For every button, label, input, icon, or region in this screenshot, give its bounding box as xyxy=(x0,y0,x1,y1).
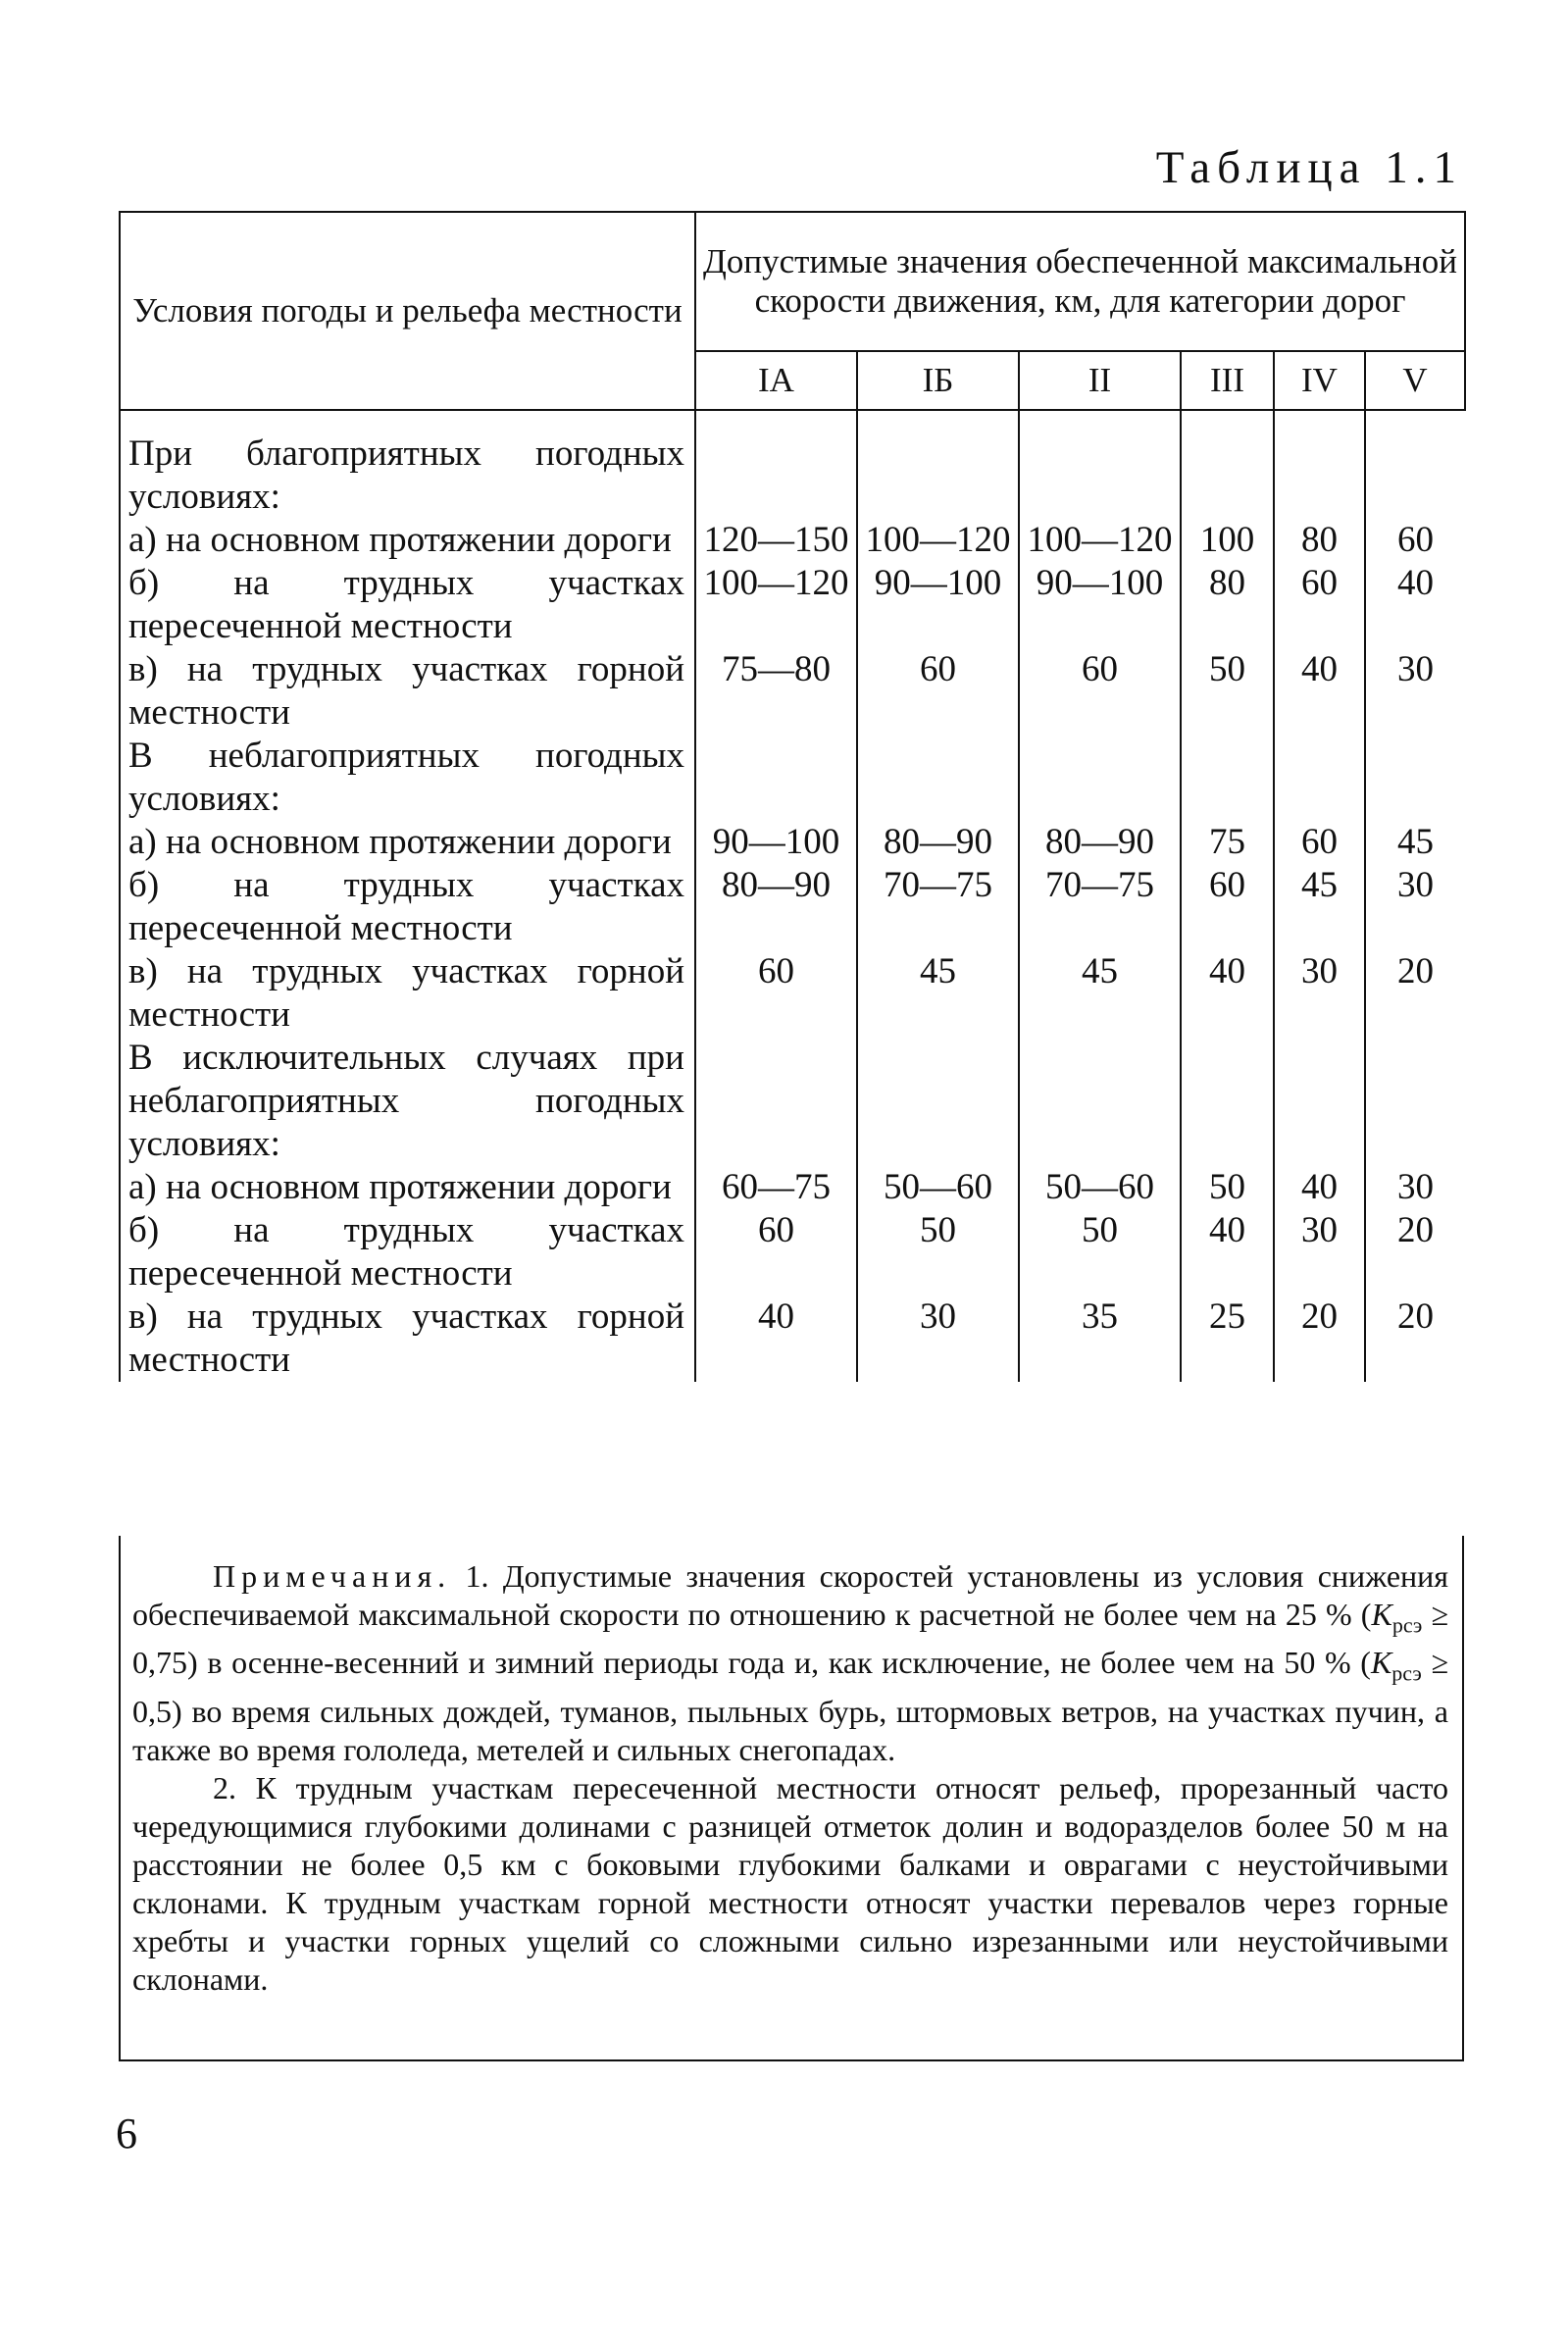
row-speed-value: 20 xyxy=(1274,1296,1365,1382)
row-speed-value: 60 xyxy=(1019,648,1181,735)
note-2: 2. К трудным участкам пересеченной местности относят рельеф, прорезанный часто чередующимися глубокими долинами с разницей отметок долин и водоразделов более 50 м на расстоянии не более 0,5 км с боковыми глубокими балками и оврагами с неустойчивыми склонами. К трудным участкам горной местности относят участки перевалов через горные хребты и участки горных ущелий со сложными сильно изрезанными или неустойчивыми склонами. xyxy=(132,1769,1448,1997)
row-speed-value xyxy=(695,735,857,821)
row-speed-value: 75—80 xyxy=(695,648,857,735)
row-speed-value: 40 xyxy=(1397,563,1435,603)
row-speed-value xyxy=(1019,1037,1181,1166)
row-speed-value: 20 xyxy=(1397,951,1435,991)
row-speed-value: 40 xyxy=(1274,648,1365,735)
row-speed-value: 75 xyxy=(1181,821,1274,864)
table-row xyxy=(120,1166,1465,1209)
note-1 xyxy=(132,1557,1448,1769)
notes-block xyxy=(119,1536,1464,2061)
row-speed-value: 100—120 xyxy=(857,519,1019,562)
row-speed-value xyxy=(1365,735,1465,821)
row-speed-value xyxy=(1365,1037,1465,1166)
row-condition-label: б) на трудных участках пересеченной местности xyxy=(120,864,695,950)
row-speed-value: 45 xyxy=(1274,864,1365,950)
row-speed-value: 25 xyxy=(1181,1296,1274,1382)
row-speed-value xyxy=(1274,735,1365,821)
header-category: IA xyxy=(695,351,857,410)
note-1-part-c: ≥ 0,5) во время сильных дождей, туманов, пыльных бурь, штормовых ветров, на участках пучин, а также во время гололеда, метелей и сильных снегопадах. xyxy=(132,1645,1449,1767)
row-condition-label: а) на основном протяжении дороги xyxy=(120,821,695,864)
row-speed-value xyxy=(695,1037,857,1166)
row-speed-value xyxy=(1181,735,1274,821)
row-speed-value: 35 xyxy=(1019,1296,1181,1382)
row-speed-value: 90—100 xyxy=(857,562,1019,648)
table-row xyxy=(120,950,1465,1037)
row-speed-value: 60 xyxy=(1397,520,1435,560)
row-speed-value: 80—90 xyxy=(695,864,857,950)
row-speed-value xyxy=(1019,410,1181,519)
row-speed-value xyxy=(1274,410,1365,519)
row-speed-value: 50—60 xyxy=(857,1166,1019,1209)
row-speed-value: 90—100 xyxy=(1019,562,1181,648)
k-subscript: рсэ xyxy=(1391,1612,1423,1638)
table-row xyxy=(120,1037,1465,1166)
row-speed-value: 45 xyxy=(857,950,1019,1037)
row-speed-value: 40 xyxy=(1274,1166,1365,1209)
header-category: IБ xyxy=(857,351,1019,410)
row-speed-value xyxy=(1365,410,1465,519)
header-category: III xyxy=(1181,351,1274,410)
row-speed-value: 60 xyxy=(695,950,857,1037)
header-category: II xyxy=(1019,351,1181,410)
row-condition-label: В исключительных случаях при неблагоприятных погодных условиях: xyxy=(120,1037,695,1166)
row-speed-value: 50 xyxy=(1181,648,1274,735)
row-speed-value xyxy=(1181,410,1274,519)
table-caption: Таблица 1.1 xyxy=(1155,142,1463,193)
row-speed-value xyxy=(1181,1037,1274,1166)
row-condition-label: В неблагоприятных погодных условиях: xyxy=(120,735,695,821)
header-category: V xyxy=(1365,351,1465,410)
row-speed-value: 100—120 xyxy=(695,562,857,648)
row-speed-value: 60 xyxy=(857,648,1019,735)
header-category: IV xyxy=(1274,351,1365,410)
speed-table xyxy=(119,211,1466,1382)
row-speed-value xyxy=(1274,1037,1365,1166)
row-speed-value: 20 xyxy=(1397,1210,1435,1250)
row-condition-label: а) на основном протяжении дороги xyxy=(120,1166,695,1209)
row-speed-value: 30 xyxy=(1397,649,1435,689)
notes-heading: Примечания. xyxy=(213,1558,452,1594)
page-number: 6 xyxy=(116,2109,137,2158)
row-speed-value: 45 xyxy=(1019,950,1181,1037)
row-speed-value: 30 xyxy=(857,1296,1019,1382)
row-speed-value xyxy=(695,410,857,519)
table-row xyxy=(120,821,1465,864)
row-speed-value: 60 xyxy=(1274,821,1365,864)
row-condition-label: б) на трудных участках пересеченной местности xyxy=(120,1209,695,1296)
row-speed-value: 50 xyxy=(1019,1209,1181,1296)
row-speed-value: 70—75 xyxy=(1019,864,1181,950)
row-speed-value: 60—75 xyxy=(695,1166,857,1209)
row-speed-value: 80 xyxy=(1274,519,1365,562)
row-condition-label: При благоприятных погодных условиях: xyxy=(120,410,695,519)
row-speed-value: 80—90 xyxy=(857,821,1019,864)
row-speed-value xyxy=(1019,735,1181,821)
row-speed-value: 60 xyxy=(1274,562,1365,648)
row-speed-value: 40 xyxy=(1181,950,1274,1037)
row-speed-value: 60 xyxy=(1181,864,1274,950)
row-speed-value: 40 xyxy=(1181,1209,1274,1296)
row-speed-value: 80 xyxy=(1181,562,1274,648)
row-speed-value: 100—120 xyxy=(1019,519,1181,562)
table-row xyxy=(120,648,1465,735)
row-speed-value: 100 xyxy=(1181,519,1274,562)
note-1-part-a: 1. Допустимые значения скоростей установлены из условия снижения обеспечиваемой максимальной скорости по отношению к расчетной не более чем на 25 % ( xyxy=(132,1558,1449,1632)
row-condition-label: в) на трудных участках горной местности xyxy=(120,950,695,1037)
row-speed-value: 30 xyxy=(1274,1209,1365,1296)
row-speed-value: 80—90 xyxy=(1019,821,1181,864)
table-row xyxy=(120,519,1465,562)
table-row xyxy=(120,864,1465,950)
row-speed-value xyxy=(857,410,1019,519)
row-speed-value: 30 xyxy=(1274,950,1365,1037)
row-speed-value: 90—100 xyxy=(695,821,857,864)
row-speed-value: 50—60 xyxy=(1019,1166,1181,1209)
row-condition-label: б) на трудных участках пересеченной местности xyxy=(120,562,695,648)
k-symbol: K xyxy=(1371,1597,1392,1632)
row-speed-value: 120—150 xyxy=(695,519,857,562)
row-condition-label: в) на трудных участках горной местности xyxy=(120,1296,695,1382)
table-row xyxy=(120,562,1465,648)
row-speed-value: 50 xyxy=(1181,1166,1274,1209)
header-conditions: Условия погоды и рельефа местности xyxy=(120,212,695,410)
row-speed-value xyxy=(857,1037,1019,1166)
k-symbol: K xyxy=(1370,1645,1392,1681)
row-speed-value xyxy=(857,735,1019,821)
header-speed-group: Допустимые значения обеспеченной максимальной скорости движения, км, для категории дорог xyxy=(695,212,1465,351)
row-condition-label: а) на основном протяжении дороги xyxy=(120,519,695,562)
row-condition-label: в) на трудных участках горной местности xyxy=(120,648,695,735)
note-1-part-b: ≥ 0,75) в осенне-весенний и зимний периоды года и, как исключение, не более чем на 50 % ( xyxy=(132,1597,1449,1681)
table-body xyxy=(120,410,1465,1382)
table-row xyxy=(120,1296,1465,1382)
row-speed-value: 70—75 xyxy=(857,864,1019,950)
row-speed-value: 60 xyxy=(695,1209,857,1296)
row-speed-value: 45 xyxy=(1397,822,1435,862)
table-row xyxy=(120,735,1465,821)
table-row xyxy=(120,410,1465,519)
table-row xyxy=(120,1209,1465,1296)
row-speed-value: 30 xyxy=(1397,865,1435,905)
row-speed-value: 20 xyxy=(1397,1296,1435,1337)
row-speed-value: 40 xyxy=(695,1296,857,1382)
row-speed-value: 50 xyxy=(857,1209,1019,1296)
row-speed-value: 30 xyxy=(1397,1167,1435,1207)
k-subscript: рсэ xyxy=(1391,1660,1422,1686)
